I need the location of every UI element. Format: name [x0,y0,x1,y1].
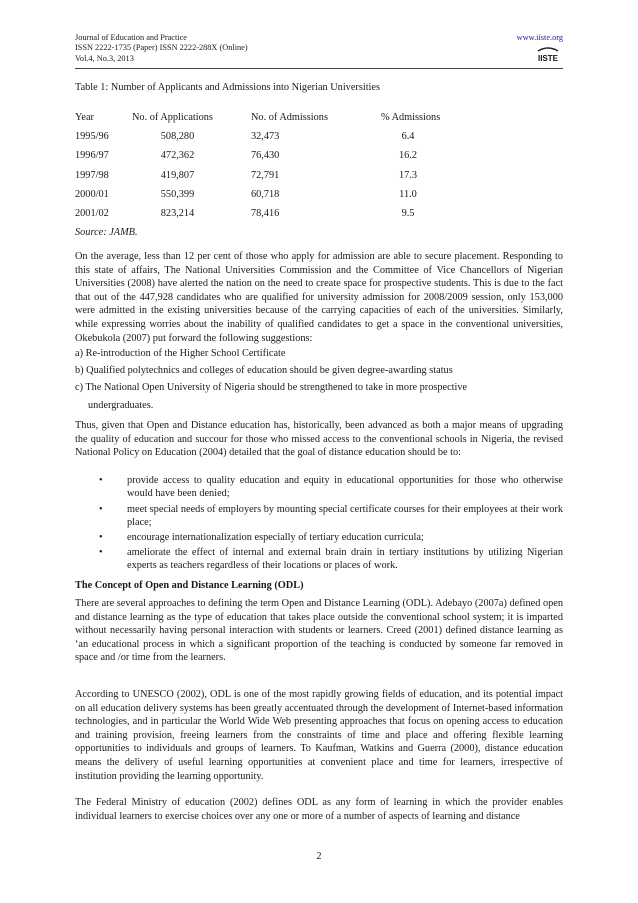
bullet-icon: • [99,504,103,515]
cell-applications: 472,362 [160,150,195,162]
header-rule [75,68,563,69]
cell-admissions: 32,473 [251,131,280,143]
suggestion-c-cont: undergraduates. [88,400,154,411]
list-item [99,531,563,544]
bullet-text: ameliorate the effect of internal and external brain drain in tertiary institutions by utilizing Nigerian experts as teachers regardless of their locations or places of work. [127,547,563,572]
paragraph-text: The Federal Ministry of education (2002) defines ODL as any form of learning in which the provider enables individual learners to exercise choices over any one or more of a number of aspects of learning and distance [75,797,563,822]
cell-admissions: 76,430 [251,150,280,162]
cell-year: 1995/96 [75,131,109,143]
col-percent: % Admissions [381,112,441,123]
col-year: Year [75,112,94,123]
list-item [99,546,563,572]
suggestion-b: b) Qualified polytechnics and colleges of education should be given degree-awarding status [75,365,453,376]
table-caption: Table 1: Number of Applicants and Admissions into Nigerian Universities [75,82,380,93]
paragraph-4 [75,688,563,783]
paragraph-5 [75,796,563,823]
bullet-text: provide access to quality education and equity in educational opportunities for those who otherwise would have been denied; [127,475,563,500]
journal-issn: ISSN 2222-1735 (Paper) ISSN 2222-288X (Online) [75,43,248,53]
list-item [99,474,563,500]
cell-year: 1997/98 [75,169,109,181]
bullet-text: encourage internationalization especially of tertiary education curricula; [127,532,424,543]
cell-percent: 6.4 [401,131,415,143]
cell-applications: 823,214 [160,207,195,219]
list-item [99,503,563,529]
bullet-icon: • [99,532,103,543]
cell-percent: 16.2 [398,150,418,162]
cell-year: 2000/01 [75,188,109,200]
cell-applications: 550,399 [160,188,195,200]
suggestion-c: c) The National Open University of Nigeria should be strengthened to take in more prospective [75,382,468,393]
paragraph-text: According to UNESCO (2002), ODL is one of the most rapidly growing fields of education, and its potential impact on all education delivery systems has been greatly accentuated through the development of Internet-based information technologies, and in particular the World Wide Web presenting approaches that focus on opening access to education and training provision, freeing learners from the constraints of time and place and offering flexible learning opportunities to individuals and groups of learners. To Kaufman, Watkins and Guerra (2000), distance education means the delivery of useful learning opportunities at convenient place and time for learners, irrespective of institution providing the learning opportunity. [75,689,563,782]
paragraph-3 [75,597,563,665]
paragraph-text: There are several approaches to defining the term Open and Distance Learning (ODL). Adebayo (2007a) defined open and distance learning as the type of education that takes place outside the conventional school system; it is imparted without necessarily having personal interaction with students or learners. Creed (2001) defined distance learning as ‘an educational process in which a significant proportion of the teaching is conducted by someone far removed in space and /or time from the learners. [75,598,563,664]
col-admissions: No. of Admissions [251,112,328,123]
cell-applications: 419,807 [160,169,195,181]
cell-percent: 9.5 [401,207,415,219]
cell-percent: 11.0 [399,188,417,200]
journal-header [75,33,248,64]
cell-year: 1996/97 [75,150,109,162]
cell-year: 2001/02 [75,207,109,219]
journal-url[interactable]: www.iiste.org [516,33,563,42]
table-source-text: Source: JAMB. [75,227,138,239]
suggestion-a: a) Re-introduction of the Higher School Certificate [75,348,286,359]
bullet-icon: • [99,547,103,558]
cell-admissions: 60,718 [251,188,280,200]
journal-title: Journal of Education and Practice [75,33,187,42]
iiste-logo [535,46,561,63]
paragraph-text: On the average, less than 12 per cent of those who apply for admission are able to secure placement. Responding to this state of affairs, The National Universities Commission and the Committee of Vice Chancellors of Nigerian Universities (2008) have alerted the nation on the need to create space for prospective students. This is due to the fact that out of the 447,928 candidates who are qualified for university admission for 2008/2009 session, only 153,000 were admitted in the existing universities because of the carrying capacities of each of the universities. Similarly, while expressing worries about the inability of qualified candidates to get a space in the conventional universities, Okebukola (2007) put forward the following suggestions: [75,251,563,344]
page-number: 2 [316,851,322,862]
journal-volume: Vol.4, No.3, 2013 [75,53,134,63]
cell-admissions: 78,416 [251,207,280,219]
cell-applications: 508,280 [160,131,195,143]
col-applications: No. of Applications [132,112,213,123]
paragraph-1 [75,250,563,345]
paragraph-2 [75,419,563,460]
bullet-text: meet special needs of employers by mounting special certificate courses for their employees at their work place; [127,504,563,529]
section-heading: The Concept of Open and Distance Learning (ODL) [75,580,304,591]
svg-text:IISTE: IISTE [537,54,559,63]
paragraph-text: Thus, given that Open and Distance education has, historically, been advanced as both a major means of upgrading the quality of education and succour for those who missed access to the conventional schools in Nigeria, the revised National Policy on Education (2004) detailed that the goal of distance education should be to: [75,420,563,459]
cell-percent: 17.3 [398,169,418,181]
bullet-icon: • [99,475,103,486]
cell-admissions: 72,791 [251,169,280,181]
